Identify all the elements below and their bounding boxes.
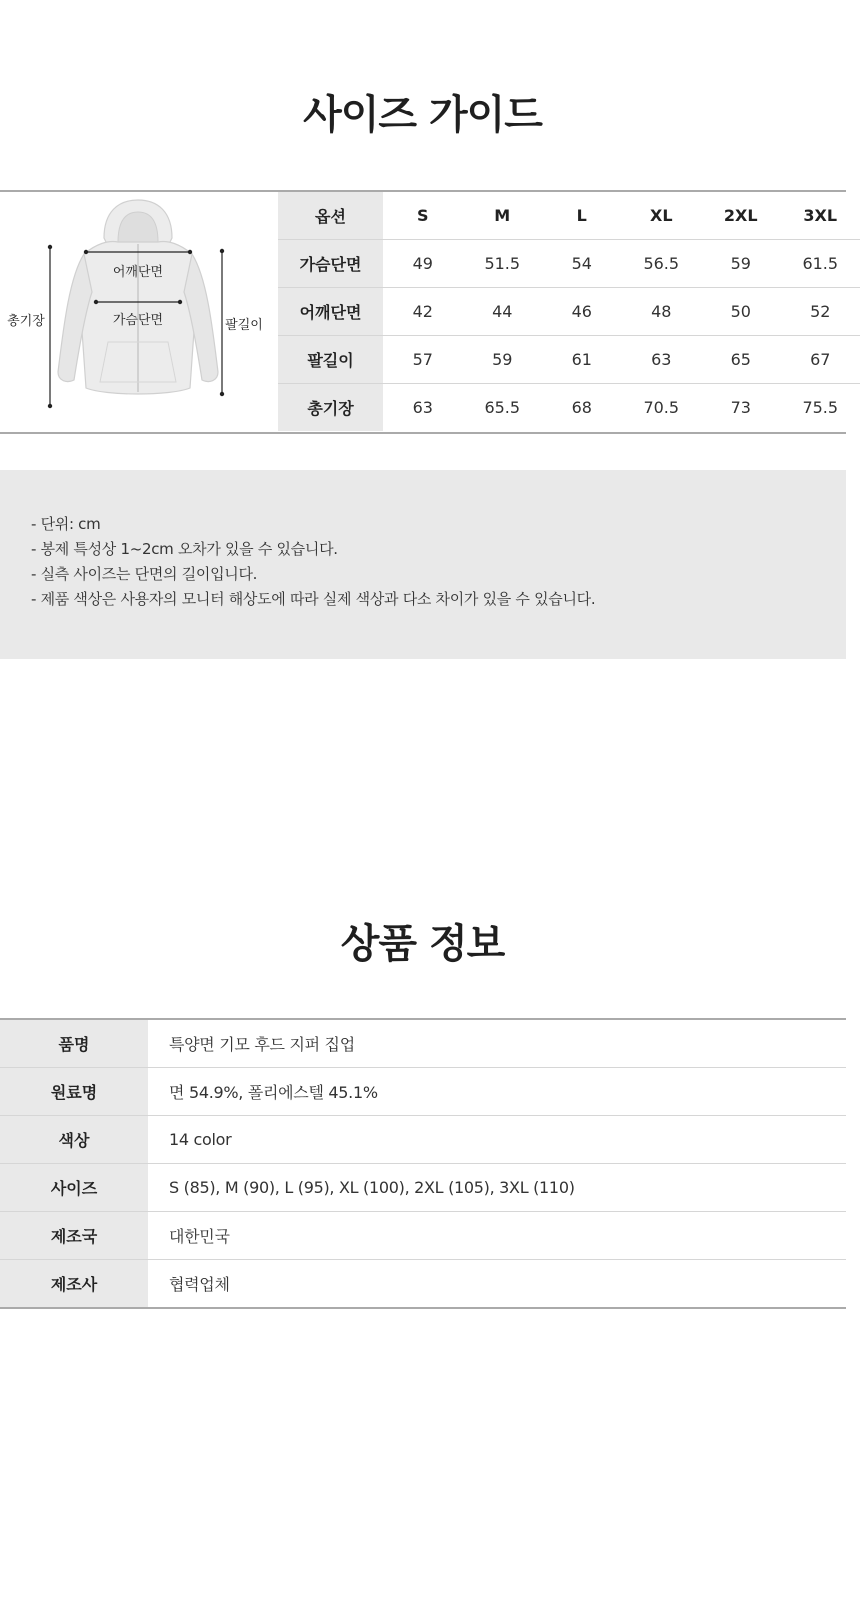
table-cell: 54 bbox=[542, 240, 622, 288]
notes-list bbox=[0, 470, 846, 612]
note-item: - 실측 사이즈는 단면의 길이입니다. bbox=[31, 565, 258, 583]
info-value: 특양면 기모 후드 지퍼 집업 bbox=[148, 1019, 846, 1068]
size-col-header: L bbox=[542, 192, 622, 240]
row-label: 총기장 bbox=[278, 384, 383, 432]
table-cell: 75.5 bbox=[802, 398, 839, 417]
table-row bbox=[0, 1164, 846, 1212]
table-row bbox=[278, 384, 860, 432]
size-col-header: M bbox=[463, 192, 543, 240]
table-cell: 46 bbox=[542, 288, 622, 336]
table-row bbox=[0, 1068, 846, 1116]
diagram-label-total-length: 총기장 bbox=[7, 314, 45, 329]
table-row bbox=[0, 1212, 846, 1260]
table-cell: 68 bbox=[571, 398, 592, 417]
info-value: 협력업체 bbox=[169, 1275, 230, 1294]
note-item: - 단위: cm bbox=[31, 515, 101, 533]
table-cell: 63 bbox=[622, 336, 702, 384]
table-cell: 61.5 bbox=[781, 240, 860, 288]
notes-box bbox=[0, 470, 846, 659]
note-item: - 제품 색상은 사용자의 모니터 해상도에 따라 실제 색상과 다소 차이가 있을 수 있습니다. bbox=[31, 590, 596, 608]
info-label: 제조국 bbox=[0, 1212, 148, 1260]
hoodie-measurement-diagram bbox=[0, 192, 278, 432]
table-cell: 63 bbox=[412, 398, 433, 417]
size-col-header: XL bbox=[622, 192, 702, 240]
table-cell: 52 bbox=[781, 288, 860, 336]
row-label: 가슴단면 bbox=[278, 240, 383, 288]
table-cell: 70.5 bbox=[643, 398, 680, 417]
diagram-label-chest: 가슴단면 bbox=[112, 313, 164, 328]
product-info-title: 상품 정보 bbox=[340, 921, 505, 967]
info-label: 색상 bbox=[0, 1116, 148, 1164]
option-header: 옵션 bbox=[278, 192, 383, 240]
table-row bbox=[0, 1019, 846, 1068]
row-label: 팔길이 bbox=[278, 336, 383, 384]
info-value: 면 54.9%, 폴리에스텔 45.1% bbox=[148, 1068, 846, 1116]
info-value: S (85), M (90), L (95), XL (100), 2XL (105), 3XL (110) bbox=[148, 1164, 846, 1212]
size-table bbox=[278, 192, 860, 431]
hoodie-illustration bbox=[0, 192, 278, 432]
row-label: 어깨단면 bbox=[278, 288, 383, 336]
table-cell: 50 bbox=[701, 288, 781, 336]
info-label: 제조사 bbox=[0, 1260, 148, 1309]
diagram-label-sleeve: 팔길이 bbox=[225, 318, 263, 333]
size-guide-title: 사이즈 가이드 bbox=[303, 92, 542, 138]
size-guide-block bbox=[0, 190, 846, 434]
size-col-header: 2XL bbox=[701, 192, 781, 240]
table-cell: 42 bbox=[383, 288, 463, 336]
table-cell: 59 bbox=[701, 240, 781, 288]
product-info-table bbox=[0, 1018, 846, 1309]
table-cell: 56.5 bbox=[622, 240, 702, 288]
info-value: 대한민국 bbox=[148, 1212, 846, 1260]
size-col-header: 3XL bbox=[781, 192, 860, 240]
table-cell: 65 bbox=[701, 336, 781, 384]
table-cell: 61 bbox=[542, 336, 622, 384]
size-col-header: S bbox=[383, 192, 463, 240]
table-row bbox=[278, 336, 860, 384]
info-label: 품명 bbox=[0, 1019, 148, 1068]
table-row bbox=[0, 1116, 846, 1164]
size-table-header-row bbox=[278, 192, 860, 240]
table-cell: 59 bbox=[463, 336, 543, 384]
table-cell: 73 bbox=[730, 398, 751, 417]
table-cell: 48 bbox=[622, 288, 702, 336]
table-cell: 51.5 bbox=[463, 240, 543, 288]
table-row bbox=[278, 240, 860, 288]
table-row bbox=[278, 288, 860, 336]
table-cell: 67 bbox=[781, 336, 860, 384]
info-value: 14 color bbox=[148, 1116, 846, 1164]
table-cell: 49 bbox=[383, 240, 463, 288]
note-item: - 봉제 특성상 1~2cm 오차가 있을 수 있습니다. bbox=[31, 540, 338, 558]
table-cell: 65.5 bbox=[484, 398, 521, 417]
table-row bbox=[0, 1260, 846, 1309]
diagram-label-shoulder: 어깨단면 bbox=[112, 265, 164, 280]
info-label: 사이즈 bbox=[0, 1164, 148, 1212]
table-cell: 57 bbox=[383, 336, 463, 384]
table-cell: 44 bbox=[463, 288, 543, 336]
info-label: 원료명 bbox=[0, 1068, 148, 1116]
